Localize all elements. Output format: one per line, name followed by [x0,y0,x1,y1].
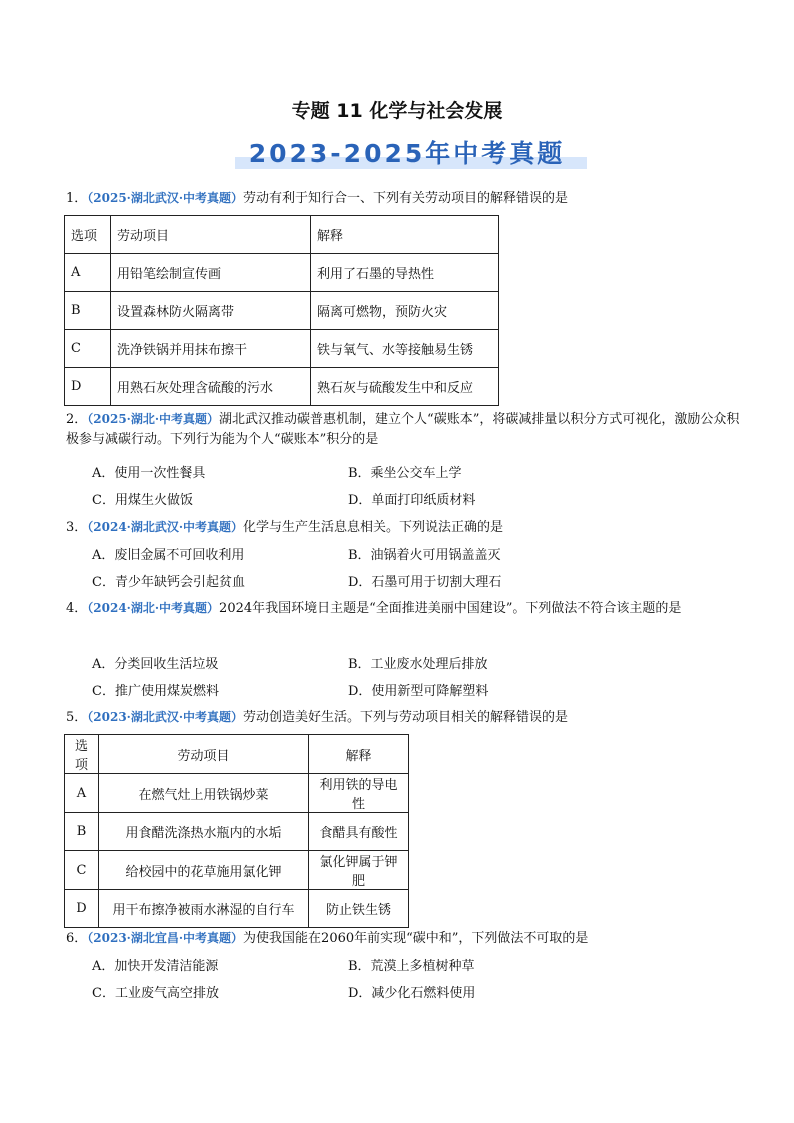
option-b[interactable]: B．工业废水处理后排放 [348,657,488,672]
table-cell: D [65,890,99,928]
table-cell: 劳动项目 [99,735,309,774]
table-cell: 劳动项目 [111,216,311,254]
question-number: 3． [66,520,88,535]
option-a[interactable]: A．分类回收生活垃圾 [92,657,219,672]
table-row [65,813,409,851]
table-cell: 氯化钾属于钾肥 [309,851,409,890]
table-cell: 隔离可燃物，预防火灾 [311,292,499,330]
table-row [65,330,499,368]
page-title: 专题 11 化学与社会发展 [291,100,503,122]
question-source: （2025·湖北·中考真题） [87,412,220,426]
option-d[interactable]: D．石墨可用于切割大理石 [348,575,502,590]
table-cell: 用铅笔绘制宣传画 [111,254,311,292]
option-c[interactable]: C．推广使用煤炭燃料 [92,684,219,699]
table-header-row [65,735,409,774]
table-cell: B [65,813,99,851]
banner-text: 2023-2025年中考真题 [248,139,566,168]
question-text: 劳动创造美好生活。下列与劳动项目相关的解释错误的是 [243,710,569,725]
question-text: 化学与生产生活息息相关。下列说法正确的是 [243,520,504,535]
option-a[interactable]: A．使用一次性餐具 [92,466,206,481]
table-q5 [64,734,409,928]
table-cell: 熟石灰与硫酸发生中和反应 [311,368,499,406]
table-cell: 选项 [65,735,99,774]
table-cell: 洗净铁锅并用抹布擦干 [111,330,311,368]
table-cell: 防止铁生锈 [309,890,409,928]
table-cell: 用食醋洗涤热水瓶内的水垢 [99,813,309,851]
table-cell: 食醋具有酸性 [309,813,409,851]
question-2 [66,409,746,450]
option-a[interactable]: A．废旧金属不可回收利用 [92,548,245,563]
question-source: （2023·湖北武汉·中考真题） [87,710,244,724]
table-cell: B [65,292,111,330]
table-cell: 选项 [65,216,111,254]
question-text: 2024年我国环境日主题是“全面推进美丽中国建设”。下列做法不符合该主题的是 [219,601,682,616]
option-c[interactable]: C．工业废气高空排放 [92,986,219,1001]
option-c[interactable]: C．青少年缺钙会引起贫血 [92,575,245,590]
exam-banner [227,136,587,172]
table-cell: 铁与氧气、水等接触易生锈 [311,330,499,368]
table-cell: 利用铁的导电性 [309,774,409,813]
question-number: 1． [66,191,88,206]
option-c[interactable]: C．用煤生火做饭 [92,493,193,508]
question-text: 劳动有利于知行合一、下列有关劳动项目的解释错误的是 [243,191,569,206]
question-source: （2023·湖北宜昌·中考真题） [87,931,244,945]
question-1 [66,188,746,209]
table-row [65,890,409,928]
question-source: （2024·湖北·中考真题） [87,601,220,615]
table-cell: 用熟石灰处理含硫酸的污水 [111,368,311,406]
question-text: 湖北武汉推动碳普惠机制，建立个人“碳账本”，将碳减排量以积分方式可视化，激励公众积极参与减碳行动。下列行为能为个人“碳账本”积分的是 [66,412,740,447]
table-cell: 利用了石墨的导热性 [311,254,499,292]
option-d[interactable]: D．减少化石燃料使用 [348,986,476,1001]
table-cell: 解释 [309,735,409,774]
question-number: 4． [66,601,88,616]
option-b[interactable]: B．油锅着火可用锅盖盖灭 [348,548,501,563]
table-cell: A [65,774,99,813]
question-4 [66,598,746,619]
question-number: 5． [66,710,88,725]
table-header-row [65,216,499,254]
table-cell: 设置森林防火隔离带 [111,292,311,330]
table-cell: 在燃气灶上用铁锅炒菜 [99,774,309,813]
question-6 [66,928,746,949]
table-row [65,292,499,330]
table-row [65,368,499,406]
question-number: 2． [66,412,88,427]
table-cell: 用干布擦净被雨水淋湿的自行车 [99,890,309,928]
table-row [65,254,499,292]
question-5 [66,707,746,728]
table-cell: 给校园中的花草施用氯化钾 [99,851,309,890]
table-cell: A [65,254,111,292]
table-cell: C [65,330,111,368]
question-number: 6． [66,931,88,946]
table-row [65,851,409,890]
option-a[interactable]: A．加快开发清洁能源 [92,959,219,974]
table-cell: D [65,368,111,406]
option-b[interactable]: B．荒漠上多植树种草 [348,959,475,974]
question-3 [66,517,746,538]
option-d[interactable]: D．单面打印纸质材料 [348,493,476,508]
table-cell: C [65,851,99,890]
table-cell: 解释 [311,216,499,254]
option-d[interactable]: D．使用新型可降解塑料 [348,684,489,699]
table-q1 [64,215,499,406]
question-text: 为使我国能在2060年前实现“碳中和”，下列做法不可取的是 [243,931,589,946]
table-row [65,774,409,813]
question-source: （2024·湖北武汉·中考真题） [87,520,244,534]
option-b[interactable]: B．乘坐公交车上学 [348,466,462,481]
question-source: （2025·湖北武汉·中考真题） [87,191,244,205]
